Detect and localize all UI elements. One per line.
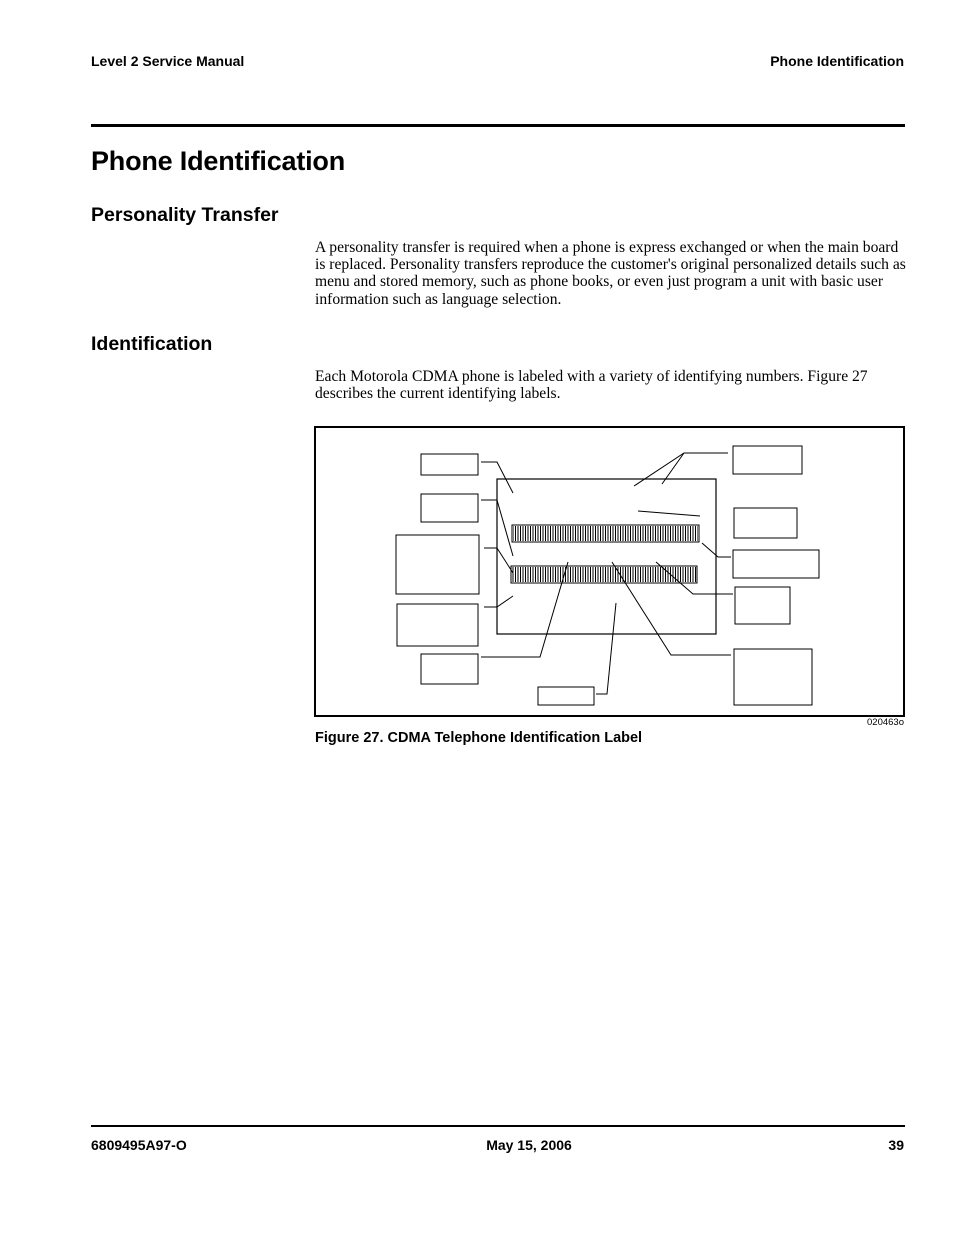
footer-rule <box>91 1125 905 1127</box>
callout-box-left-3 <box>396 535 479 594</box>
callout-box-bottom <box>538 687 594 705</box>
section-heading-identification: Identification <box>91 333 213 355</box>
callout-box-right-4 <box>735 587 790 624</box>
callout-box-right-1 <box>733 446 802 474</box>
callout-box-right-2 <box>734 508 797 538</box>
personality-transfer-paragraph: A personality transfer is required when a phone is express exchanged or when the main board is replaced. Personality transfers reproduce the customer's original personalized details such as menu and stored memory, such as phone books, or even just program a unit with basic user information such as language selection. <box>315 239 906 308</box>
figure-code: 020463o <box>867 717 904 728</box>
figure-frame <box>314 426 905 717</box>
running-header-right: Phone Identification <box>770 53 904 69</box>
section-heading-personality-transfer: Personality Transfer <box>91 204 279 226</box>
identification-label-diagram <box>316 428 903 715</box>
running-header-left: Level 2 Service Manual <box>91 53 245 69</box>
callout-box-left-2 <box>421 494 478 522</box>
callout-box-left-5 <box>421 654 478 684</box>
identification-paragraph: Each Motorola CDMA phone is labeled with a variety of identifying numbers. Figure 27 describes the current identifying labels. <box>315 368 868 403</box>
barcode-bottom <box>511 566 697 583</box>
barcode-top <box>512 525 699 542</box>
figure-caption: Figure 27. CDMA Telephone Identification Label <box>315 730 643 746</box>
callout-box-left-4 <box>397 604 478 646</box>
footer-page-number: 39 <box>888 1137 904 1153</box>
callout-box-right-3 <box>733 550 819 578</box>
footer-date: May 15, 2006 <box>486 1137 572 1153</box>
callout-box-right-5 <box>734 649 812 705</box>
header-rule <box>91 124 905 127</box>
central-label-outline <box>497 479 716 634</box>
footer-document-number: 6809495A97-O <box>91 1137 187 1153</box>
page-title: Phone Identification <box>91 146 346 176</box>
callout-box-left-1 <box>421 454 478 475</box>
